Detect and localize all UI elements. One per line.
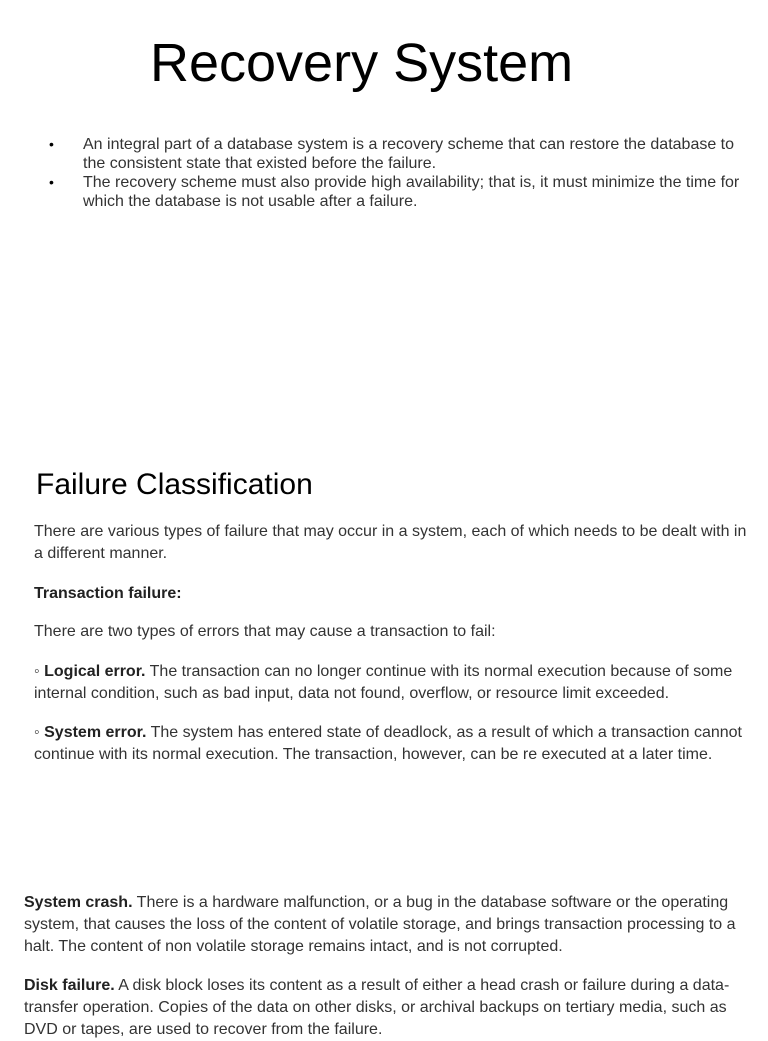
transaction-failure-label: Transaction failure: xyxy=(34,585,182,602)
system-error-term: System error. xyxy=(44,724,147,741)
bullet-item xyxy=(0,135,768,173)
system-crash-paragraph xyxy=(24,892,744,958)
section-title: Failure Classification xyxy=(36,468,313,501)
system-crash-term: System crash. xyxy=(24,894,133,911)
bullet-icon: • xyxy=(49,136,54,152)
system-crash-text: There is a hardware malfunction, or a bug in the database software or the operating system, that causes the loss of the content of volatile storage, and brings transaction processing to a halt. The content of non volatile storage remains intact, and is not corrupted. xyxy=(24,894,736,955)
two-types-paragraph: There are two types of errors that may cause a transaction to fail: xyxy=(34,623,496,640)
logical-error-term: Logical error. xyxy=(44,663,146,680)
intro-bullet-list xyxy=(0,135,768,211)
logical-error-text: The transaction can no longer continue with its normal execution because of some internal condition, such as bad input, data not found, overflow, or resource limit exceeded. xyxy=(34,663,733,702)
intro-paragraph: There are various types of failure that may occur in a system, each of which needs to be dealt with in a different manner. xyxy=(34,523,747,562)
bullet-item xyxy=(0,173,768,211)
logical-error-paragraph xyxy=(34,661,754,705)
system-error-paragraph xyxy=(34,722,754,766)
page-title: Recovery System xyxy=(150,33,574,93)
disk-failure-text: A disk block loses its content as a result of either a head crash or failure during a data-transfer operation. Copies of the data on other disks, or archival backups on tertiary media, such as DVD or tapes, are used to recover from the failure. xyxy=(24,977,730,1038)
disk-failure-paragraph xyxy=(24,975,744,1041)
circle-bullet-icon: ◦ xyxy=(34,724,45,741)
system-error-text: The system has entered state of deadlock, as a result of which a transaction cannot continue with its normal execution. The transaction, however, can be re executed at a later time. xyxy=(34,724,742,763)
bullet-text: The recovery scheme must also provide high availability; that is, it must minimize the time for which the database is not usable after a failure. xyxy=(83,174,740,210)
circle-bullet-icon: ◦ xyxy=(34,663,45,680)
disk-failure-term: Disk failure. xyxy=(24,977,115,994)
transaction-failure-heading xyxy=(34,583,754,605)
bullet-text: An integral part of a database system is a recovery scheme that can restore the database to the consistent state that existed before the failure. xyxy=(83,136,735,172)
bullet-icon: • xyxy=(49,174,54,190)
